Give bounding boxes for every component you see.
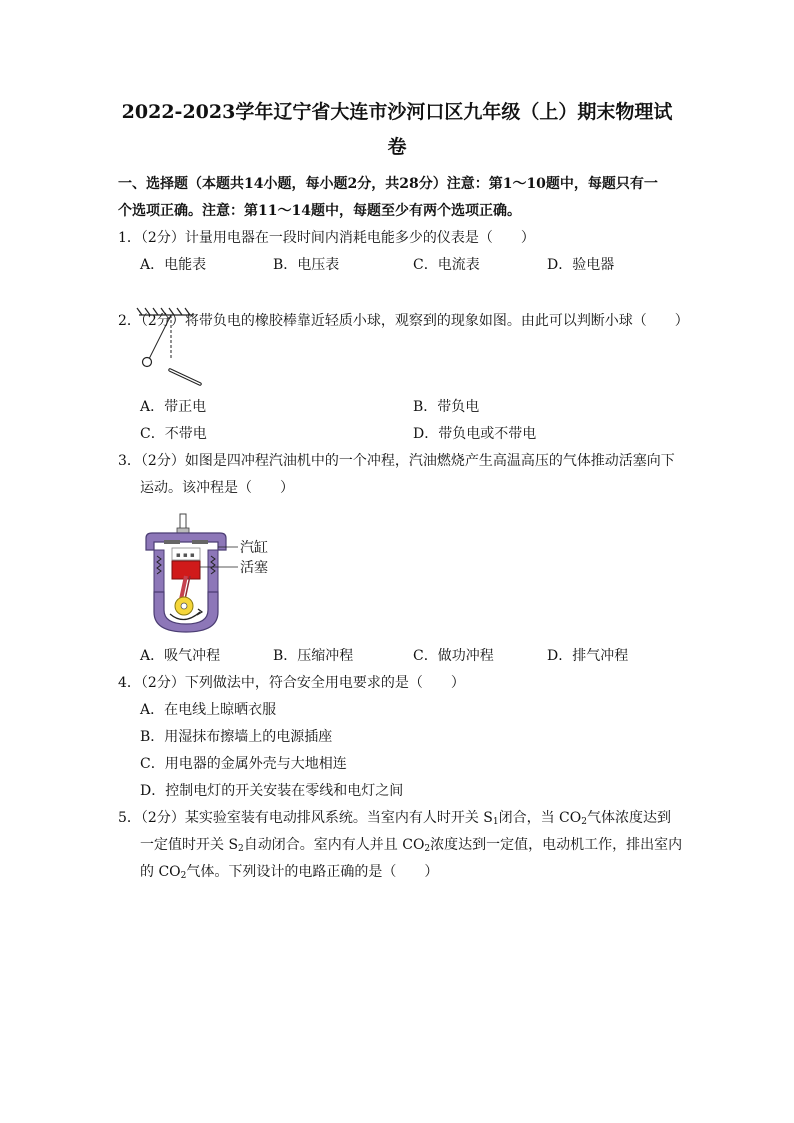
light-ball xyxy=(143,358,152,367)
figure-label-cylinder: 汽缸 xyxy=(240,540,268,556)
section-heading-line-1: 一、选择题（本题共14小题，每小题2分，共28分）注意：第1～10题中，每题只有一 xyxy=(118,176,658,192)
suspension-thread xyxy=(149,315,171,359)
cylinder-wall-right xyxy=(208,550,218,592)
intake-valve xyxy=(164,540,180,544)
question-5-stem-line-1: 5．（2分）某实验室装有电动排风系统。当室内有人时开关 $S_1$闭合，当 $CO_2$气体浓度达到 xyxy=(118,810,671,827)
rubber-rod-highlight xyxy=(170,370,200,384)
cylinder-head xyxy=(146,533,226,550)
crankshaft-pin xyxy=(181,603,187,609)
question-3-option-b: B．压缩冲程 xyxy=(273,648,354,664)
page-title-line-2: 卷 xyxy=(387,136,407,158)
question-4-option-d: D．控制电灯的开关安装在零线和电灯之间 xyxy=(140,783,404,799)
question-2-option-c: C．不带电 xyxy=(140,426,207,442)
question-1-option-b: B．电压表 xyxy=(273,257,340,273)
exhaust-valve xyxy=(192,540,208,544)
page-title-line-1: 2022-2023学年辽宁省大连市沙河口区九年级（上）期末物理试 xyxy=(121,101,673,123)
question-2-option-a: A．带正电 xyxy=(140,399,207,415)
question-1-option-d: D．验电器 xyxy=(547,257,615,273)
question-4-option-b: B．用湿抹布擦墙上的电源插座 xyxy=(140,729,333,745)
question-5-stem-line-3: 的 $CO_2$气体。下列设计的电路正确的是（ ） xyxy=(140,864,439,881)
question-3-stem-line-1: 3．（2分）如图是四冲程汽油机中的一个冲程，汽油燃烧产生高温高压的气体推动活塞向下 xyxy=(118,453,675,469)
question-3-option-a: A．吸气冲程 xyxy=(140,648,221,664)
question-3-stem-line-2: 运动。该冲程是（ ） xyxy=(140,480,294,496)
charged-ball-figure xyxy=(134,308,214,388)
spark-plug xyxy=(180,514,186,530)
combustion-dots: ▪ ▪ ▪ xyxy=(176,551,195,559)
question-2-option-b: B．带负电 xyxy=(413,399,480,415)
ceiling-support xyxy=(137,308,194,315)
question-4-stem: 4．（2分）下列做法中，符合安全用电要求的是（ ） xyxy=(118,675,465,691)
question-3-option-d: D．排气冲程 xyxy=(547,648,629,664)
question-5-stem-line-2: 一定值时开关 $S_2$自动闭合。室内有人并且 $CO_2$浓度达到一定值，电动机工作，排出室内 xyxy=(140,837,683,854)
cylinder-wall-left xyxy=(154,550,164,592)
question-4-option-c: C．用电器的金属外壳与大地相连 xyxy=(140,756,347,772)
spark-plug-base xyxy=(177,528,189,533)
section-heading-line-2: 个选项正确。注意：第11～14题中，每题至少有两个选项正确。 xyxy=(118,203,521,219)
question-1-option-c: C．电流表 xyxy=(413,257,480,273)
question-2-stem: 2．（2分）将带负电的橡胶棒靠近轻质小球，观察到的现象如图。由此可以判断小球（ ） xyxy=(118,313,689,329)
figure-label-piston: 活塞 xyxy=(240,560,268,576)
question-2-option-d: D．带负电或不带电 xyxy=(413,426,537,442)
question-3-option-c: C．做功冲程 xyxy=(413,648,494,664)
question-4-option-a: A．在电线上晾晒衣服 xyxy=(140,702,277,718)
question-1-stem: 1．（2分）计量用电器在一段时间内消耗电能多少的仪表是（ ） xyxy=(118,230,535,246)
question-1-option-a: A．电能表 xyxy=(140,257,207,273)
